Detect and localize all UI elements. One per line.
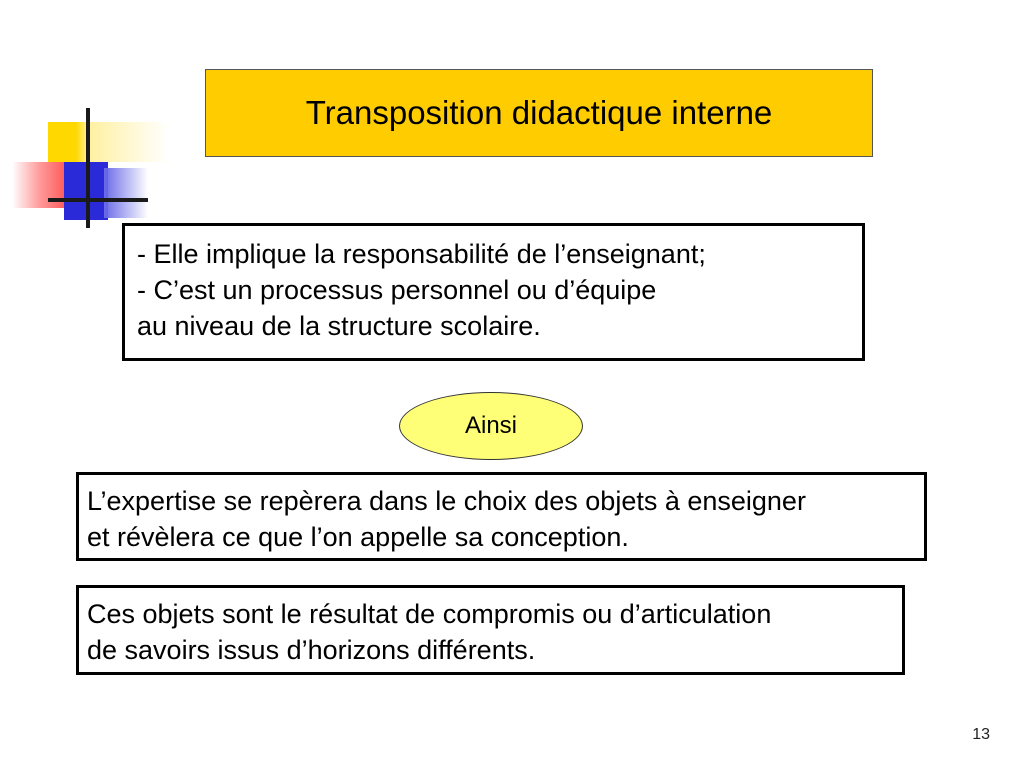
text-line: - C’est un processus personnel ou d’équipe — [137, 275, 657, 305]
ainsi-label: Ainsi — [464, 412, 518, 439]
expertise-text-box — [76, 472, 927, 561]
blue-fade-decoration — [104, 168, 148, 218]
horizontal-line-decoration — [48, 198, 148, 202]
objects-text-box — [76, 585, 905, 675]
slide-title-box — [205, 69, 873, 157]
slide-title: Transposition didactique interne — [305, 94, 773, 131]
text-line: et révèlera ce que l’on appelle sa conception. — [87, 522, 629, 552]
ainsi-ellipse — [399, 392, 583, 460]
text-line: L’expertise se repèrera dans le choix des objets à enseigner — [87, 486, 806, 516]
slide-number: 13 — [972, 726, 990, 743]
slide-logo-decoration — [0, 0, 150, 240]
yellow-square-decoration — [48, 122, 88, 162]
text-line: Ces objets sont le résultat de compromis ou d’articulation — [87, 599, 772, 629]
text-line: au niveau de la structure scolaire. — [137, 311, 541, 341]
vertical-line-decoration — [86, 108, 90, 228]
text-line: - Elle implique la responsabilité de l’enseignant; — [137, 239, 706, 269]
text-line: de savoirs issus d’horizons différents. — [87, 635, 536, 665]
responsibility-text-box — [122, 223, 865, 361]
